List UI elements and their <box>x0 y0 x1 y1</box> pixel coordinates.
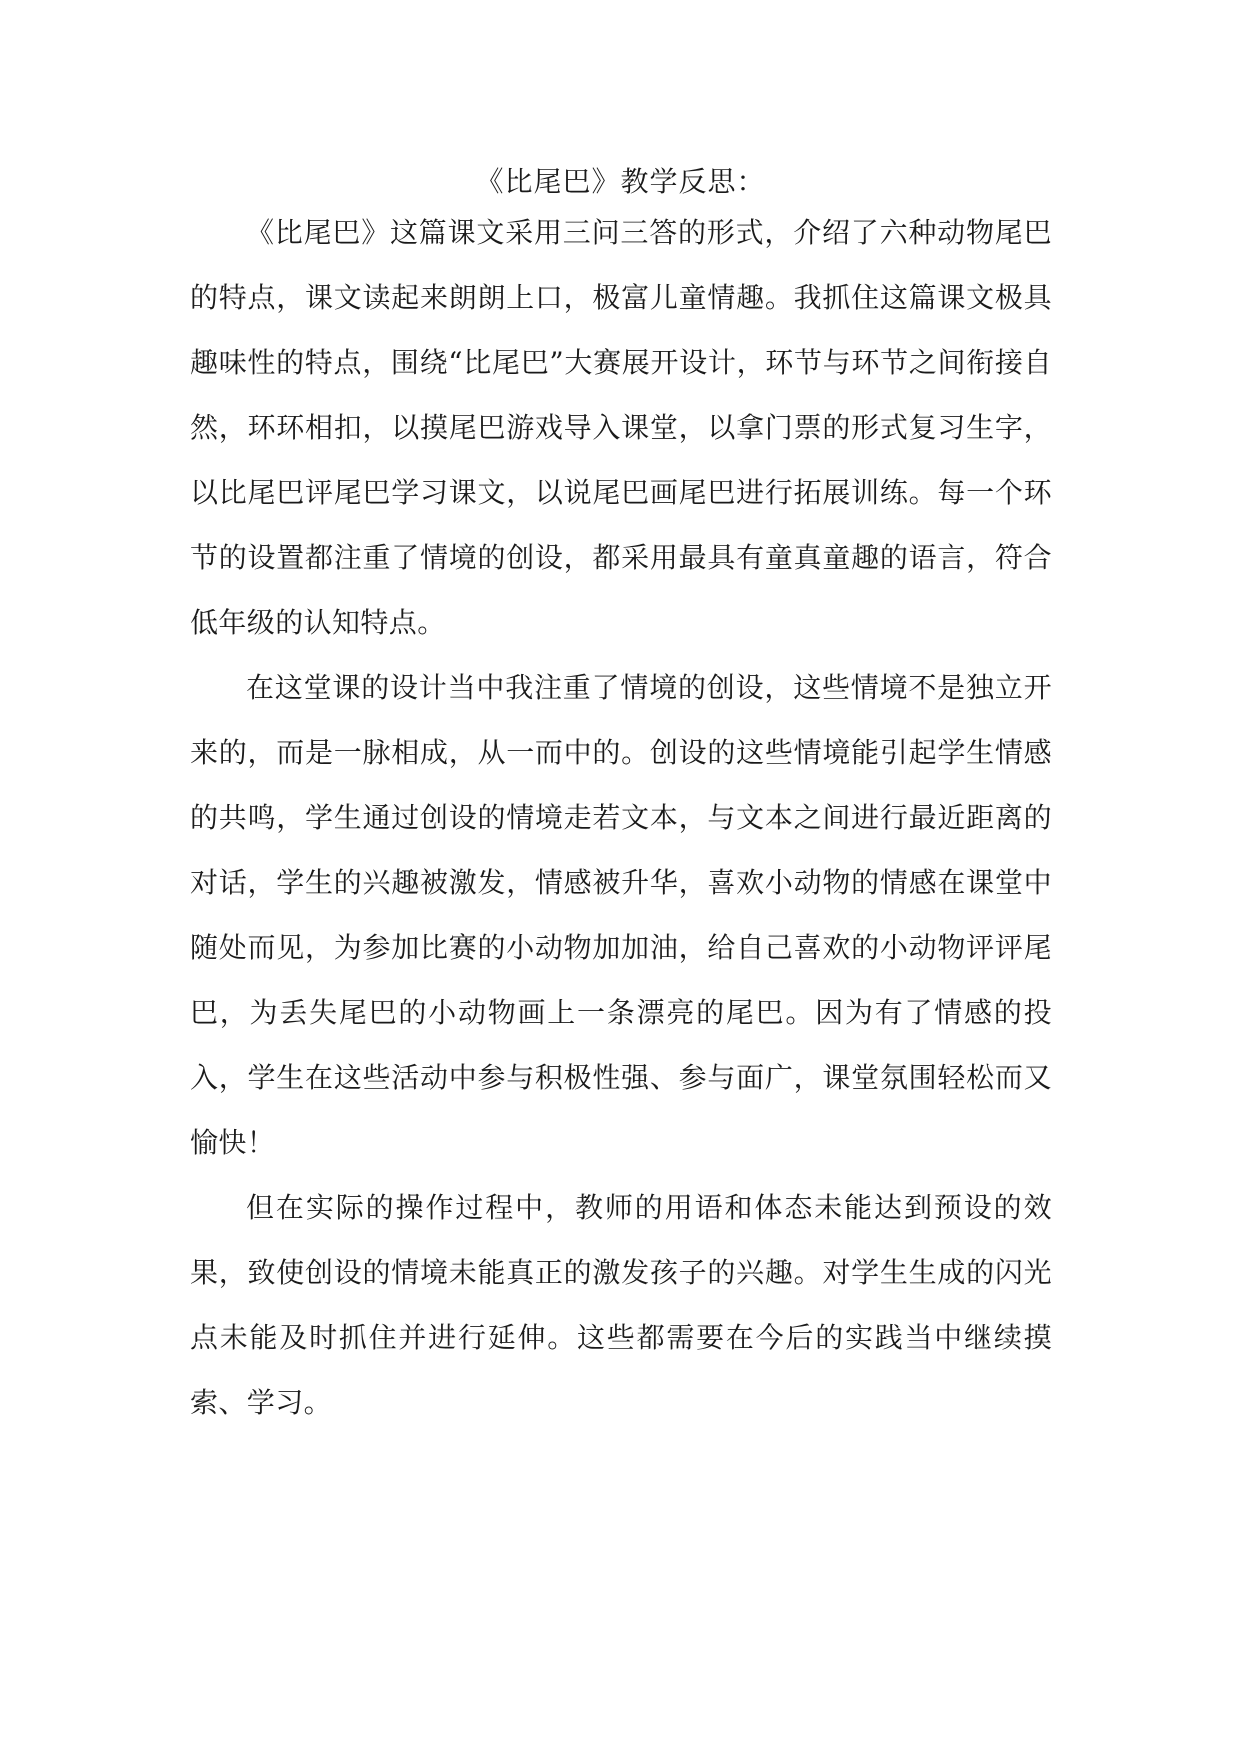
paragraph-2: 在这堂课的设计当中我注重了情境的创设，这些情境不是独立开来的，而是一脉相成，从一而中的。创设的这些情境能引起学生情感的共鸣，学生通过创设的情境走若文本，与文本之间进行最近距离的对话，学生的兴趣被激发，情感被升华，喜欢小动物的情感在课堂中随处而见，为参加比赛的小动物加加油，给自己喜欢的小动物评评尾巴，为丢失尾巴的小动物画上一条漂亮的尾巴。因为有了情感的投入，学生在这些活动中参与积极性强、参与面广，课堂氛围轻松而又愉快！ <box>190 671 1052 1159</box>
paragraph-1: 《比尾巴》这篇课文采用三问三答的形式，介绍了六种动物尾巴的特点，课文读起来朗朗上口，极富儿童情趣。我抓住这篇课文极具趣味性的特点，围绕“比尾巴”大赛展开设计，环节与环节之间衔接自然，环环相扣，以摸尾巴游戏导入课堂，以拿门票的形式复习生字，以比尾巴评尾巴学习课文，以说尾巴画尾巴进行拓展训练。每一个环节的设置都注重了情境的创设，都采用最具有童真童趣的语言，符合低年级的认知特点。 <box>190 216 1052 639</box>
document-body <box>190 200 1052 1435</box>
document-title: 《比尾巴》教学反思： <box>475 165 766 198</box>
paragraph-3: 但在实际的操作过程中，教师的用语和体态未能达到预设的效果，致使创设的情境未能真正的激发孩子的兴趣。对学生生成的闪光点未能及时抓住并进行延伸。这些都需要在今后的实践当中继续摸索、学习。 <box>190 1191 1052 1419</box>
